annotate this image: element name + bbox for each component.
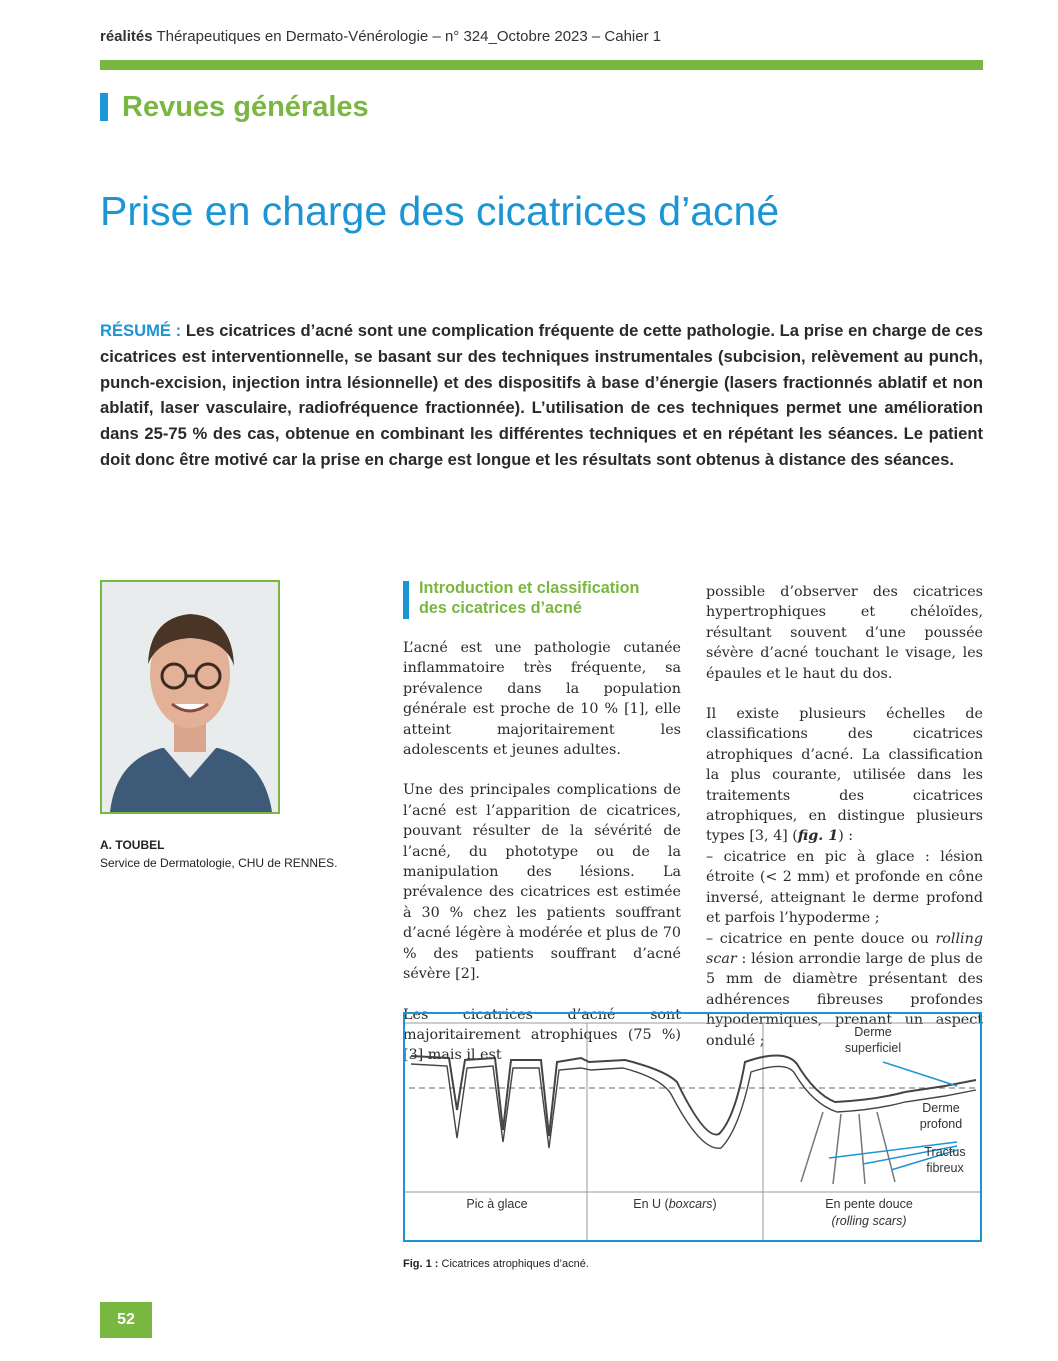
author-portrait-image [102, 582, 278, 812]
figure-caption [403, 1258, 589, 1270]
abstract [100, 318, 983, 473]
label-en-u-emphasis: boxcars [668, 1197, 713, 1211]
label-tractus-fibreux: fibreux [926, 1161, 964, 1175]
label-derme-superficiel: superficiel [844, 1041, 902, 1055]
section-title: Revues générales [122, 90, 369, 123]
caption-text: Cicatrices atrophiques d’acné. [438, 1258, 589, 1270]
section-heading [100, 90, 369, 124]
subheading-line-1: Introduction et classification [419, 579, 640, 597]
caption-label: Fig. 1 : [403, 1258, 439, 1270]
subheading-marker [403, 581, 409, 619]
subheading-line-2: des cicatrices d’acné [419, 599, 582, 617]
list-item-text: : lésion arrondie large de plus de 5 mm de diamètre présentant des adhérences fibreuses profondes hypodermiques, prenant un aspect ondulé ; [706, 950, 983, 1049]
list-item-emphasis: rolling scar [706, 930, 983, 967]
label-pic-a-glace: Pic à glace [466, 1197, 528, 1211]
label-en-u [633, 1197, 716, 1211]
abstract-label: RÉSUMÉ : [100, 321, 182, 340]
paragraph: Les cicatrices d’acné sont majoritairement atrophiques (75 %) [3] mais il est [403, 1006, 681, 1064]
paragraph: possible d’observer des cicatrices hypertrophiques et chéloïdes, résultant souvent d’une poussée sévère d’acné touchant le visage, les épaules et le haut du dos. [706, 584, 983, 682]
section-marker [100, 93, 108, 121]
label-derme-profond: profond [919, 1117, 963, 1131]
paragraph [706, 704, 983, 847]
author-photo [100, 580, 280, 814]
page-number: 52 [100, 1302, 152, 1338]
acne-scar-diagram [405, 1014, 980, 1240]
list-item-text: – cicatrice en pente douce ou [706, 930, 936, 947]
label-derme-superficiel: Derme [854, 1025, 892, 1039]
paragraph-text: Il existe plusieurs échelles de classifications des cicatrices atrophiques d’acné. La classification la plus courante, utilisée dans les traitements des cicatrices atrophiques, en distingue plusieurs types [3, 4] ( [706, 706, 983, 845]
paragraph-text: ) : [838, 828, 854, 845]
list-item: – cicatrice en pic à glace : lésion étroite (< 2 mm) et profonde en cône inversé, atteignant le derme profond et parfois l’hypoderme ; [706, 848, 983, 927]
label-pente-douce: En pente douce [825, 1197, 913, 1211]
journal-brand: réalités [100, 28, 153, 45]
subheading [403, 578, 639, 619]
label-en-u-text: ) [712, 1197, 717, 1211]
label-tractus-fibreux: Tractus [924, 1145, 966, 1159]
author-affiliation: Service de Dermatologie, CHU de RENNES. [100, 856, 338, 870]
abstract-text: Les cicatrices d’acné sont une complication fréquente de cette pathologie. La prise en charge de ces cicatrices est interventionnelle, se basant sur des techniques instrumentales (subcision, relèvement au punch, punch-excision, injection intra lésionnelle) et des dispositifs à base d’énergie (lasers fractionnés ablatif et non ablatif, laser vasculaire, radiofréquence fractionnée). L’utilisation de ces techniques permet une amélioration dans 25-75 % des cas, obtenue en combinant les différentes techniques et en répétant les séances. Le patient doit donc être motivé car la prise en charge est longue et les résultats sont obtenus à distance des séances. [100, 321, 983, 469]
figure-reference: fig. 1 [797, 828, 839, 845]
text-column-2 [706, 582, 983, 1051]
figure-1 [403, 1012, 982, 1242]
author-name: A. TOUBEL [100, 838, 165, 852]
running-header [100, 28, 661, 45]
paragraph: L’acné est une pathologie cutanée inflammatoire très fréquente, sa prévalence dans la population générale est proche de 10 % [1], elle atteint majoritairement les adolescents et jeunes adultes. [403, 640, 681, 759]
paragraph: Une des principales complications de l’acné est l’apparition de cicatrices, pouvant résulter de la sévérité de l’acné, du phototype ou de la manipulation des lésions. La prévalence des cicatrices est estimée à 30 % chez les patients souffrant d’acné légère à modérée et plus de 70 % des patients souffrant d’acné sévère [2]. [403, 782, 681, 983]
label-pente-douce: (rolling scars) [831, 1214, 907, 1228]
label-en-u-text: En U ( [633, 1197, 669, 1211]
journal-issue: Thérapeutiques en Dermato-Vénérologie – n° 324_Octobre 2023 – Cahier 1 [152, 28, 662, 45]
label-derme-profond: Derme [922, 1101, 960, 1115]
header-rule [100, 60, 983, 70]
article-title: Prise en charge des cicatrices d’acné [100, 188, 780, 234]
